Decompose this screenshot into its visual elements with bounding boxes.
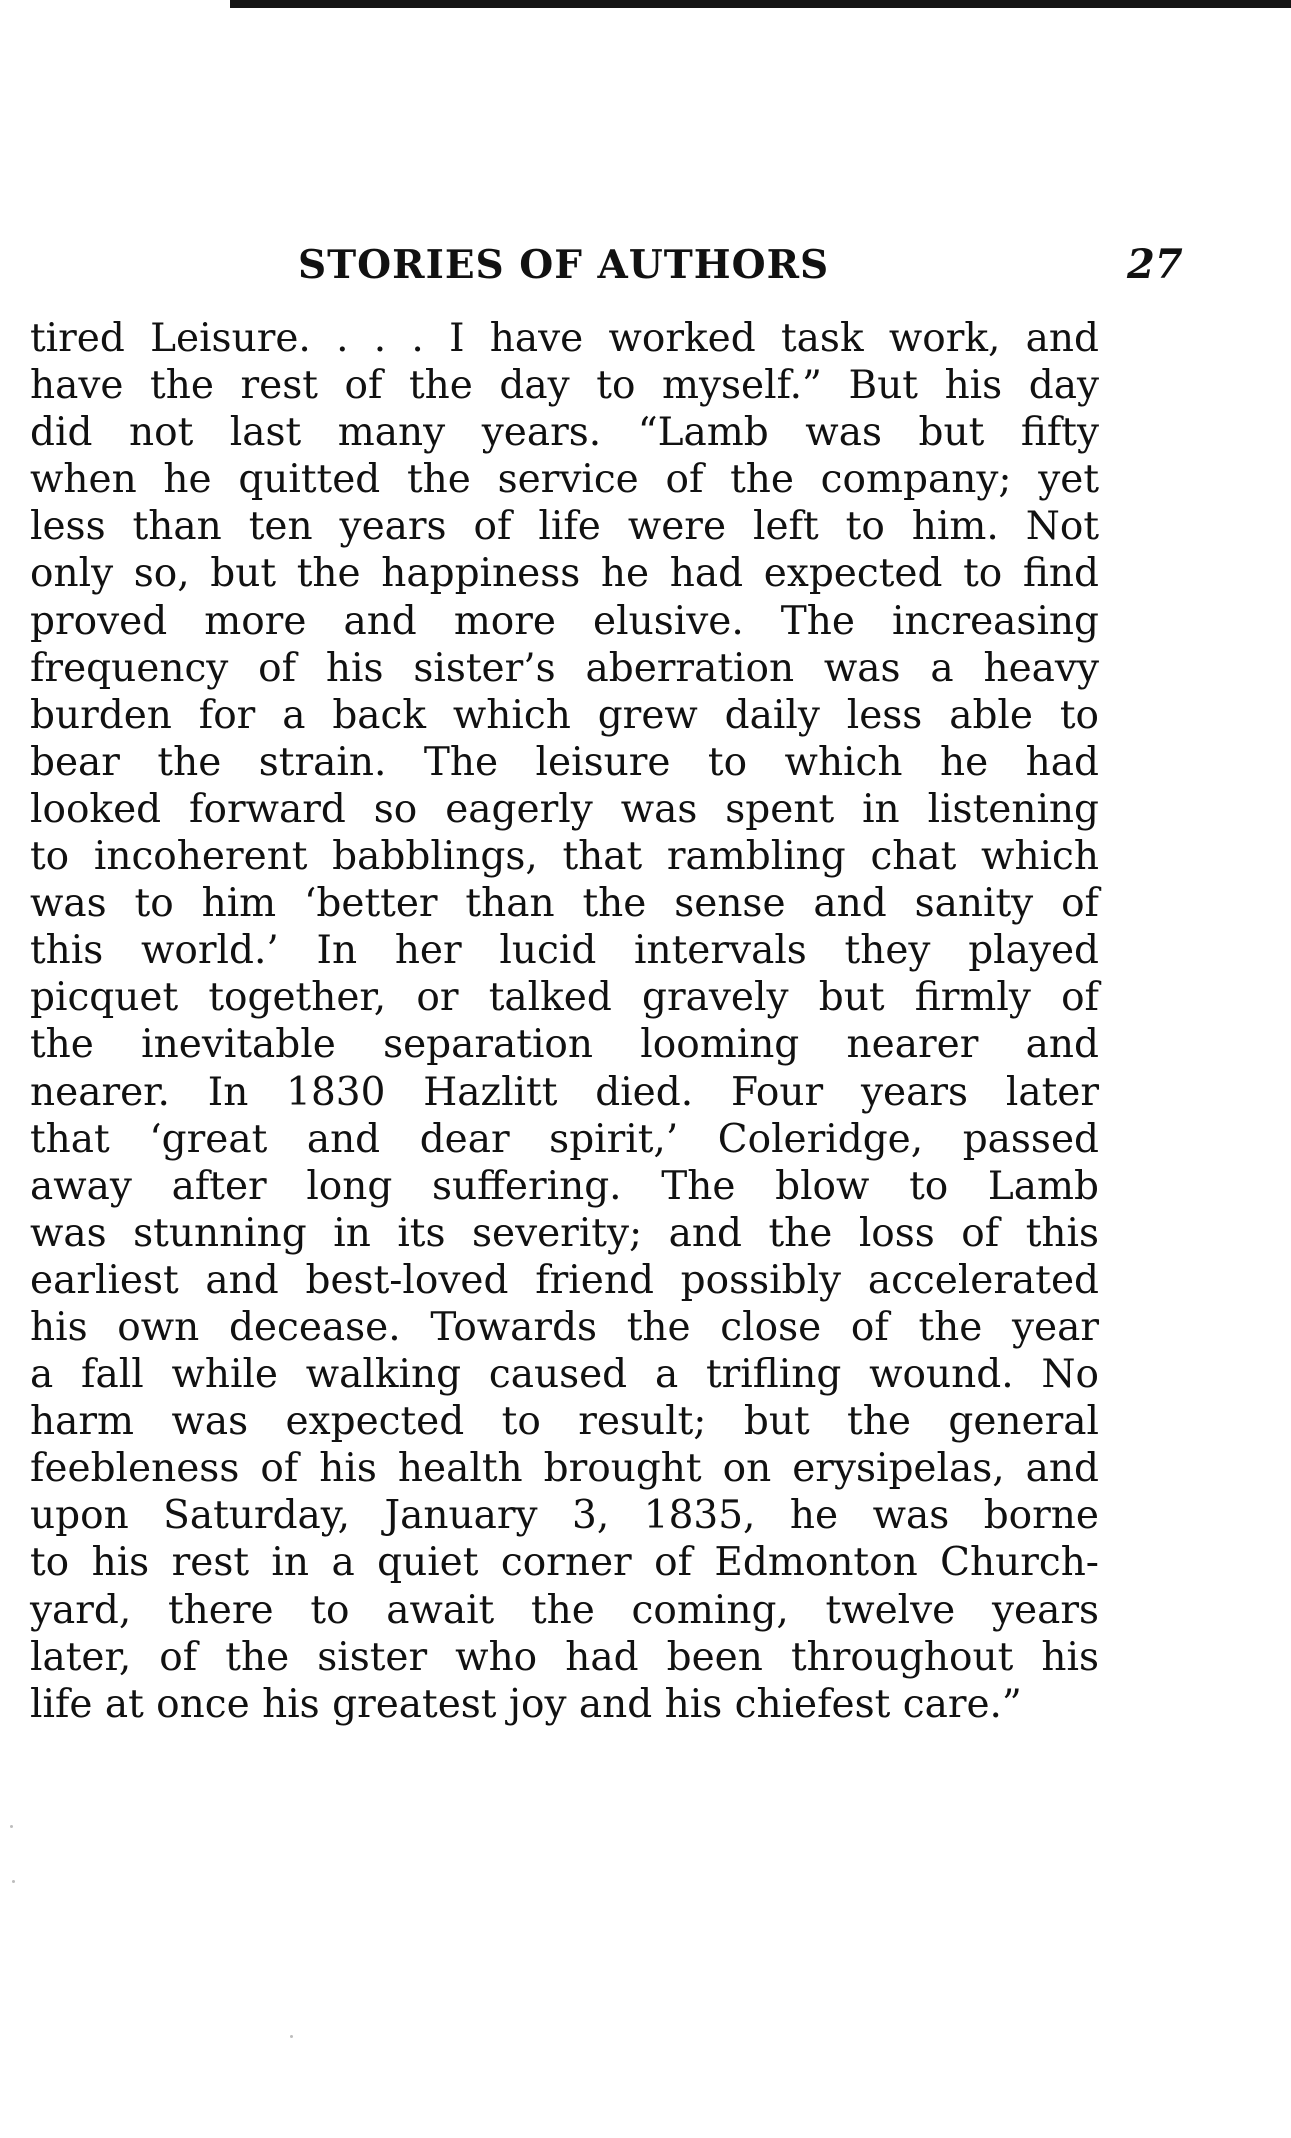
text-line: his own decease. Towards the close of the year xyxy=(30,1304,1099,1350)
text-line: the inevitable separation looming nearer and xyxy=(30,1022,1099,1068)
text-line: picquet together, or talked gravely but firmly of xyxy=(30,975,1099,1021)
text-line: later, of the sister who had been throughout his xyxy=(30,1634,1099,1680)
text-line: burden for a back which grew daily less able to xyxy=(30,692,1099,738)
text-line: harm was expected to result; but the general xyxy=(30,1399,1099,1445)
page-header xyxy=(0,240,1291,290)
text-line: feebleness of his health brought on erysipelas, and xyxy=(30,1446,1099,1492)
body-text xyxy=(30,315,1099,1728)
text-line: that ‘great and dear spirit,’ Coleridge, passed xyxy=(30,1116,1099,1162)
text-line-last: life at once his greatest joy and his chiefest care.” xyxy=(30,1681,1022,1727)
text-line: was to him ‘better than the sense and sanity of xyxy=(30,881,1099,927)
text-line: proved more and more elusive. The increasing xyxy=(30,598,1099,644)
running-head-title: STORIES OF AUTHORS xyxy=(298,242,830,288)
page-number: 27 xyxy=(1127,241,1183,288)
text-line: have the rest of the day to myself.” But his day xyxy=(30,363,1099,409)
top-edge-rule xyxy=(230,0,1291,8)
paper-speck xyxy=(290,2035,293,2038)
text-line: bear the strain. The leisure to which he had xyxy=(30,739,1099,785)
text-line: was stunning in its severity; and the loss of this xyxy=(30,1210,1099,1256)
text-line: nearer. In 1830 Hazlitt died. Four years later xyxy=(30,1069,1099,1115)
text-line: upon Saturday, January 3, 1835, he was borne xyxy=(30,1493,1099,1539)
text-line: to incoherent babblings, that rambling chat which xyxy=(30,834,1099,880)
paper-speck xyxy=(10,1825,13,1828)
text-line: away after long suffering. The blow to Lamb xyxy=(30,1163,1099,1209)
text-line: frequency of his sister’s aberration was a heavy xyxy=(30,645,1099,691)
paper-speck xyxy=(12,1880,15,1883)
text-line: when he quitted the service of the company; yet xyxy=(30,457,1099,503)
text-line: a fall while walking caused a trifling wound. No xyxy=(30,1352,1099,1398)
text-line: yard, there to await the coming, twelve years xyxy=(30,1587,1099,1633)
text-line: this world.’ In her lucid intervals they played xyxy=(30,928,1099,974)
text-line: tired Leisure. . . . I have worked task work, and xyxy=(30,316,1099,361)
text-line: less than ten years of life were left to him. Not xyxy=(30,504,1099,550)
text-line: to his rest in a quiet corner of Edmonton Church- xyxy=(30,1540,1099,1586)
text-line: did not last many years. “Lamb was but fifty xyxy=(30,410,1099,456)
text-line: looked forward so eagerly was spent in listening xyxy=(30,786,1099,832)
text-line: only so, but the happiness he had expected to find xyxy=(30,551,1099,597)
text-line: earliest and best-loved friend possibly accelerated xyxy=(30,1257,1099,1303)
